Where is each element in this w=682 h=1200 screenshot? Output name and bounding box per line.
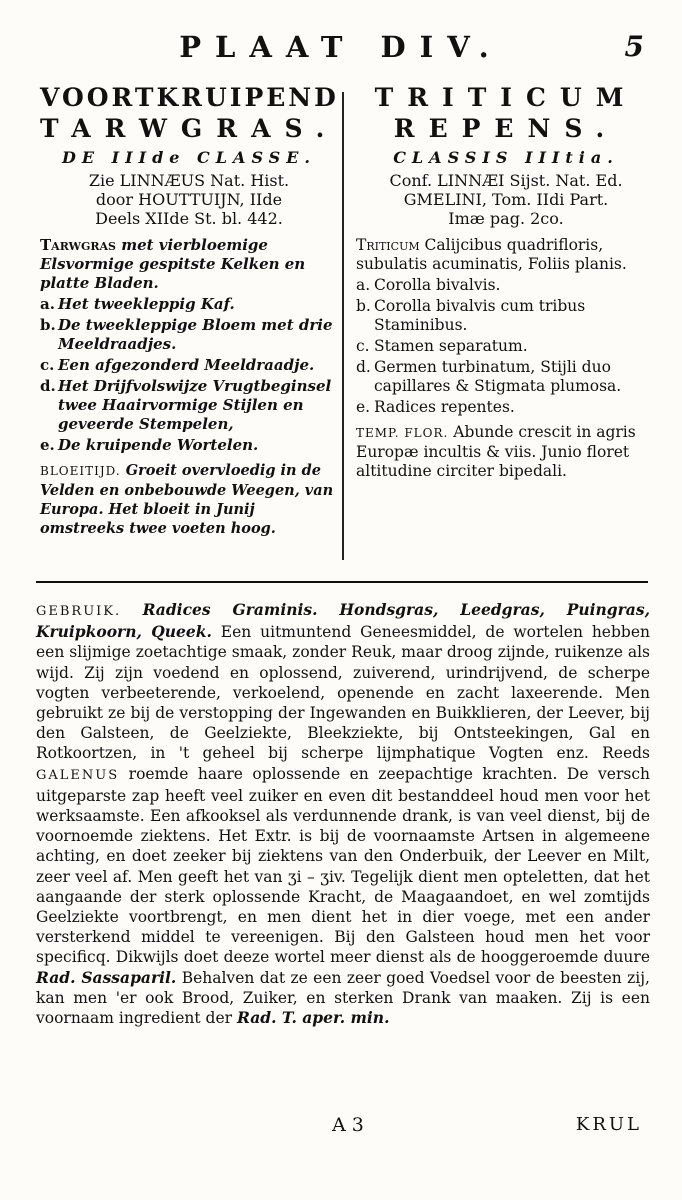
latin-title-line2: REPENS.	[393, 114, 619, 143]
item-key: e.	[40, 436, 55, 454]
item-key: b.	[40, 316, 56, 334]
item-text: Het tweekleppig Kaf.	[58, 295, 235, 313]
dutch-flowering-label: BLOEITIJD.	[40, 464, 121, 478]
latin-desc-text: Calijcibus quadrifloris, subulatis acuminatis, Foliis planis.	[356, 236, 627, 273]
item-key: d.	[40, 377, 56, 395]
section-divider	[36, 581, 648, 583]
item-text: Germen turbinatum, Stijli duo capillares & Stigmata plumosa.	[374, 358, 622, 395]
catchword: KRUL	[575, 1114, 642, 1135]
item-text: Corolla bivalvis.	[374, 276, 501, 294]
latin-item-b	[356, 297, 656, 335]
item-key: c.	[356, 337, 370, 355]
item-text: Corolla bivalvis cum tribus Staminibus.	[374, 297, 586, 334]
usage-end: Rad. T. aper. min.	[237, 1008, 390, 1028]
column-divider	[342, 92, 344, 560]
latin-desc-head: Triticum	[356, 236, 420, 254]
latin-flowering-label: TEMP. FLOR.	[356, 426, 449, 440]
latin-item-c	[356, 337, 656, 356]
item-text: De kruipende Wortelen.	[58, 436, 259, 454]
dutch-item-b	[40, 316, 338, 354]
latin-item-a	[356, 276, 656, 295]
latin-item-d	[356, 358, 656, 396]
latin-class: CLASSIS IIItia.	[393, 148, 619, 167]
item-key: a.	[40, 295, 55, 313]
dutch-title-line2: TARWGRAS.	[40, 114, 339, 143]
page-number: 5	[624, 30, 644, 63]
item-key: c.	[40, 356, 55, 374]
latin-ref-line2: GMELINI, Tom. IIdi Part.	[403, 190, 609, 209]
dutch-class: DE IIIde CLASSE.	[62, 148, 316, 167]
item-text: Een afgezonderd Meeldraadje.	[58, 356, 315, 374]
latin-flowering-text: Abunde crescit in agris Europæ incultis & viis. Junio floret altitudine circiter bipedali.	[356, 423, 636, 480]
usage-names: Radices Graminis. Hondsgras, Leedgras, Puingras, Kruipkoorn, Queek.	[36, 600, 650, 642]
dutch-ref-line3: Deels XIIde St. bl. 442.	[95, 209, 283, 228]
dutch-item-e	[40, 436, 338, 455]
item-text: De tweekleppige Bloem met drie Meeldraadjes.	[58, 316, 333, 353]
latin-column	[356, 82, 656, 481]
dutch-item-c	[40, 356, 338, 375]
dutch-column	[40, 82, 338, 538]
item-text: Het Drijfvolswijze Vrugtbeginsel twee Haairvormige Stijlen en geveerde Stempelen,	[58, 377, 332, 433]
latin-title-line1: TRITICUM	[374, 83, 638, 112]
latin-ref-line3: Imæ pag. 2co.	[448, 209, 564, 228]
latin-ref-line1: Conf. LINNÆI Sijst. Nat. Ed.	[389, 171, 623, 190]
signature-mark: A 3	[332, 1114, 364, 1136]
dutch-item-a	[40, 295, 338, 314]
dutch-flowering	[40, 461, 338, 538]
dutch-desc-text: met vierbloemige Elsvormige gespitste Kelken en platte Bladen.	[40, 236, 306, 292]
latin-item-e	[356, 398, 656, 417]
item-text: Radices repentes.	[374, 398, 515, 416]
usage-galenus: GALENUS	[36, 767, 120, 783]
usage-text-1: Een uitmuntend Geneesmiddel, de wortelen hebben een slijmige zoetachtige smaak, zonder Reuk, maar droog zijnde, ruikenze als wijd. Zij zijn voedend en oplossend, zuiverend, urindrijvend, de scherpe vogten verbeeterende, verkoelend, openende en zacht laxeerende. Men gebruikt ze bij de verstopping der Ingewanden en Buikklieren, der Leever, bij den Galsteen, de Geelziekte, Bleekziekte, bij Ontsteekingen, Gal en Rotkoortzen, in 't geheel bij scherpe lijmphatique Vogten enz. Reeds	[36, 623, 650, 763]
dutch-ref-line1: Zie LINNÆUS Nat. Hist.	[88, 171, 290, 190]
latin-flowering	[356, 423, 656, 481]
item-key: b.	[356, 297, 371, 315]
item-text: Stamen separatum.	[374, 337, 528, 355]
dutch-description	[40, 236, 338, 293]
plate-heading: PLAAT DIV.	[179, 30, 503, 64]
item-key: a.	[356, 276, 371, 294]
usage-label: GEBRUIK.	[36, 604, 122, 619]
latin-description	[356, 236, 656, 274]
dutch-reference	[40, 171, 338, 228]
dutch-item-d	[40, 377, 338, 434]
dutch-desc-head: Tarwgras	[40, 236, 116, 254]
latin-reference	[356, 171, 656, 228]
usage-paragraph	[36, 600, 650, 1028]
usage-text-2: roemde haare oplossende en zeepachtige krachten. De versch uitgeparste zap heeft veel zuiker en even dit bestanddeel houd men voor het werksaamste. Een afkooksel als verdunnende drank, is van veel dienst, bij de voornoemde ziektens. Het Extr. is bij de voornaamste Artsen in algemeene achting, en doet zeeker bij ziektens van den Onderbuik, der Leever en Milt, zeer veel af. Men geeft het van ʒi – ʒiv. Tegelijk dient men opteletten, dat het aangaande der sterk oplossende Kracht, de Maagaandoet, en wel zomtijds Geelziekte voortbrengt, en men dient het in dier voege, met een ander versterkend middel te vereenigen. Bij den Galsteen houd men het voor specificq. Dikwijls doet deeze wortel meer dienst als de hooggeroemde duure	[36, 764, 650, 967]
dutch-title-line1: VOORTKRUIPEND	[40, 83, 339, 112]
item-key: d.	[356, 358, 371, 376]
item-key: e.	[356, 398, 371, 416]
usage-text-3: Behalven dat ze een zeer goed Voedsel voor de beesten zij, kan men 'er ook Brood, Zuiker, en sterken Drank van maaken. Zij is een voornaam ingredient der	[36, 968, 650, 1028]
usage-sassaparil: Rad. Sassaparil.	[36, 967, 177, 987]
dutch-flowering-text: Groeit overvloedig in de Velden en onbebouwde Weegen, van Europa. Het bloeit in Junij omstreeks twee voeten hoog.	[40, 462, 334, 537]
dutch-ref-line2: door HOUTTUIJN, IIde	[95, 190, 283, 209]
